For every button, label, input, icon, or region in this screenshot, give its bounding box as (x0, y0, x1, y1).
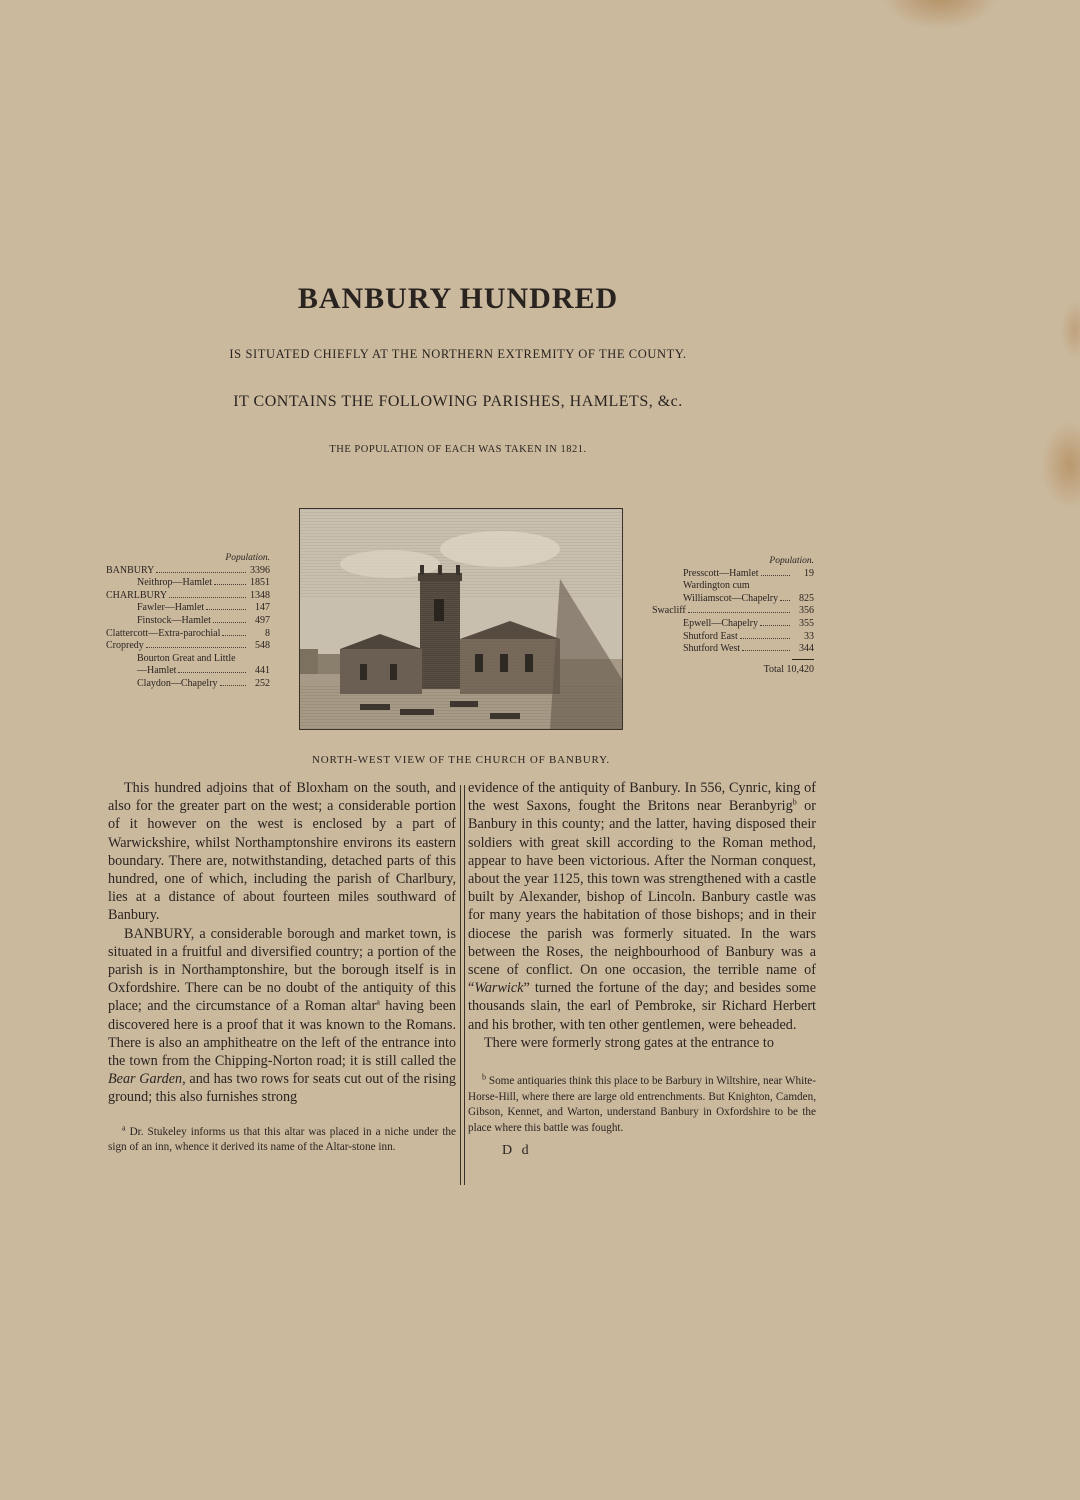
leader-dots (169, 597, 246, 598)
leader-dots (780, 600, 790, 601)
footnote-a (108, 1122, 456, 1156)
place-name: Epwell—Chapelry (683, 617, 758, 629)
column-divider (464, 785, 465, 1185)
text-run: having been discovered here is a proof that it was known to the Romans. There is also an amphitheatre on the left of the entrance into the town from the Chipping-Norton road; it is still called the (108, 998, 456, 1070)
signature-mark: D d (502, 1143, 532, 1159)
population-row (106, 653, 270, 666)
place-name: Neithrop—Hamlet (137, 577, 212, 589)
place-name: CHARLBURY (106, 589, 168, 601)
population-value: 3396 (250, 564, 270, 576)
population-value: 548 (255, 640, 270, 652)
place-name: Fawler—Hamlet (137, 602, 205, 614)
place-name: Shutford East (683, 630, 738, 642)
text-run: evidence of the antiquity of Banbury. In 556, Cynric, king of the west Saxons, fought the Britons near Beranbyrig (468, 780, 816, 815)
population-row (652, 580, 814, 593)
population-row (106, 678, 270, 691)
population-row (652, 618, 814, 631)
population-value: 344 (799, 643, 814, 655)
text-run: or Banbury in this county; and the latter, having disposed their soldiers with great skill according to the Roman method, appear to have been victorious. After the Norman conquest, about the year 1125, this town was strengthened with a castle built by Alexander, bishop of Lincoln. Banbury castle was for many years the habitation of those bishops; and in their diocese the parish was formerly situated. In the wars between the Roses, the neighbourhood of Banbury was a scene of conflict. On one occasion, the terrible name of “ (468, 798, 816, 997)
body-column-right (468, 779, 816, 1161)
leader-dots (214, 584, 246, 585)
emphasis: Warwick (474, 980, 524, 997)
population-row (652, 605, 814, 618)
leader-dots (688, 612, 790, 613)
text-run: and has two rows for seats cut out of the rising ground; this also furnishes strong (108, 1071, 456, 1106)
population-row (106, 602, 270, 615)
body-column-left (108, 779, 456, 1156)
population-row (106, 640, 270, 653)
population-row (106, 665, 270, 678)
population-value: 19 (804, 567, 814, 579)
place-name: BANBURY (106, 564, 155, 576)
leader-dots (760, 625, 790, 626)
leader-dots (220, 685, 246, 686)
population-row (652, 568, 814, 581)
population-list-right (652, 555, 814, 676)
population-value: 147 (255, 602, 270, 614)
paper-stain (1040, 420, 1080, 510)
total-rule (792, 659, 814, 660)
population-row (652, 631, 814, 644)
population-row (106, 615, 270, 628)
subtitle-contents: IT CONTAINS THE FOLLOWING PARISHES, HAMLETS, &c. (233, 393, 683, 410)
population-value: 497 (255, 614, 270, 626)
paper-stain (1060, 300, 1080, 360)
place-name: Williamscot—Chapelry (683, 592, 779, 604)
place-name: Shutford West (683, 643, 741, 655)
leader-dots (146, 647, 246, 648)
leader-dots (740, 638, 790, 639)
subtitle-location: IS SITUATED CHIEFLY AT THE NORTHERN EXTREMITY OF THE COUNTY. (229, 347, 687, 361)
place-name: Finstock—Hamlet (137, 614, 211, 626)
population-row (652, 593, 814, 606)
footnote-text: Dr. Stukeley informs us that this altar was placed in a niche under the sign of an inn, whence it derived its name of the Altar-stone inn. (108, 1125, 456, 1154)
population-value: 8 (265, 627, 270, 639)
footnote-b (468, 1074, 816, 1136)
subtitle-population-year: THE POPULATION OF EACH WAS TAKEN IN 1821. (329, 444, 587, 455)
population-header: Population. (225, 553, 270, 563)
leader-dots (761, 575, 790, 576)
column-divider (460, 785, 461, 1185)
paragraph: This hundred adjoins that of Bloxham on the south, and also for the greater part on the west; a considerable portion of it however on the west is enclosed by a part of Warwickshire, whilst Northamptonshire environs its eastern boundary. There are, notwithstanding, detached parts of this hundred, one of which, including the parish of Charlbury, lies at a distance of about fourteen miles southward of Banbury. (108, 780, 456, 924)
population-value: 355 (799, 617, 814, 629)
text-run: ” turned the fortune of the day; and besides some thousands slain, the earl of Pembroke, sir Richard Herbert and his brother, with ten other gentlemen, were beheaded. (468, 980, 816, 1033)
footnote-mark: a (122, 1122, 126, 1132)
place-name: Presscott—Hamlet (683, 567, 759, 579)
church-engraving (299, 508, 623, 730)
engraving-caption: NORTH-WEST VIEW OF THE CHURCH OF BANBURY. (312, 754, 610, 766)
population-row (106, 590, 270, 603)
paragraph (108, 925, 456, 1107)
population-value: 1348 (250, 589, 270, 601)
place-name: Swacliff (652, 605, 686, 617)
paragraph (468, 779, 816, 1034)
footnote-mark: b (792, 797, 797, 807)
page-title: BANBURY HUNDRED (297, 282, 619, 315)
text-run: BANBURY, a considerable borough and market town, is situated in a fruitful and diversified country; a portion of the parish is in Northamptonshire, but the borough itself is in Oxfordshire. There can be no doubt of the antiquity of this place; and the circumstance of a Roman altar (108, 925, 456, 1015)
population-row (106, 628, 270, 641)
leader-dots (206, 609, 246, 610)
place-name: Clattercott—Extra-parochial (106, 627, 221, 639)
place-name: Wardington cum (683, 580, 750, 592)
population-total: Total 10,420 (763, 663, 814, 675)
leader-dots (222, 635, 246, 636)
population-value: 825 (799, 592, 814, 604)
paper-stain (880, 0, 1000, 30)
place-name: Bourton Great and Little (137, 652, 236, 664)
population-row (652, 643, 814, 656)
footnote-text: Some antiquaries think this place to be Barbury in Wiltshire, near White-Horse-Hill, where there are large old entrenchments. But Knighton, Camden, Gibson, Kennet, and Warton, understand Banbury in Oxfordshire to be the place where this battle was fought. (468, 1075, 816, 1134)
place-name: Claydon—Chapelry (137, 677, 218, 689)
leader-dots (213, 622, 246, 623)
footnote-mark: b (482, 1072, 486, 1082)
population-value: 1851 (250, 577, 270, 589)
population-header: Population. (769, 556, 814, 566)
leader-dots (742, 650, 790, 651)
footnote-mark: a (376, 997, 380, 1007)
population-row (106, 565, 270, 578)
church-illustration (300, 509, 622, 729)
population-value: 252 (255, 677, 270, 689)
leader-dots (156, 572, 246, 573)
population-row (106, 577, 270, 590)
place-name: —Hamlet (137, 665, 177, 677)
place-name: Cropredy (106, 640, 144, 652)
leader-dots (178, 672, 246, 673)
paragraph: There were formerly strong gates at the entrance to (484, 1034, 774, 1051)
population-value: 356 (799, 605, 814, 617)
population-value: 441 (255, 665, 270, 677)
population-value: 33 (804, 630, 814, 642)
emphasis: Bear Garden, (108, 1071, 186, 1088)
population-list-left (106, 552, 270, 691)
